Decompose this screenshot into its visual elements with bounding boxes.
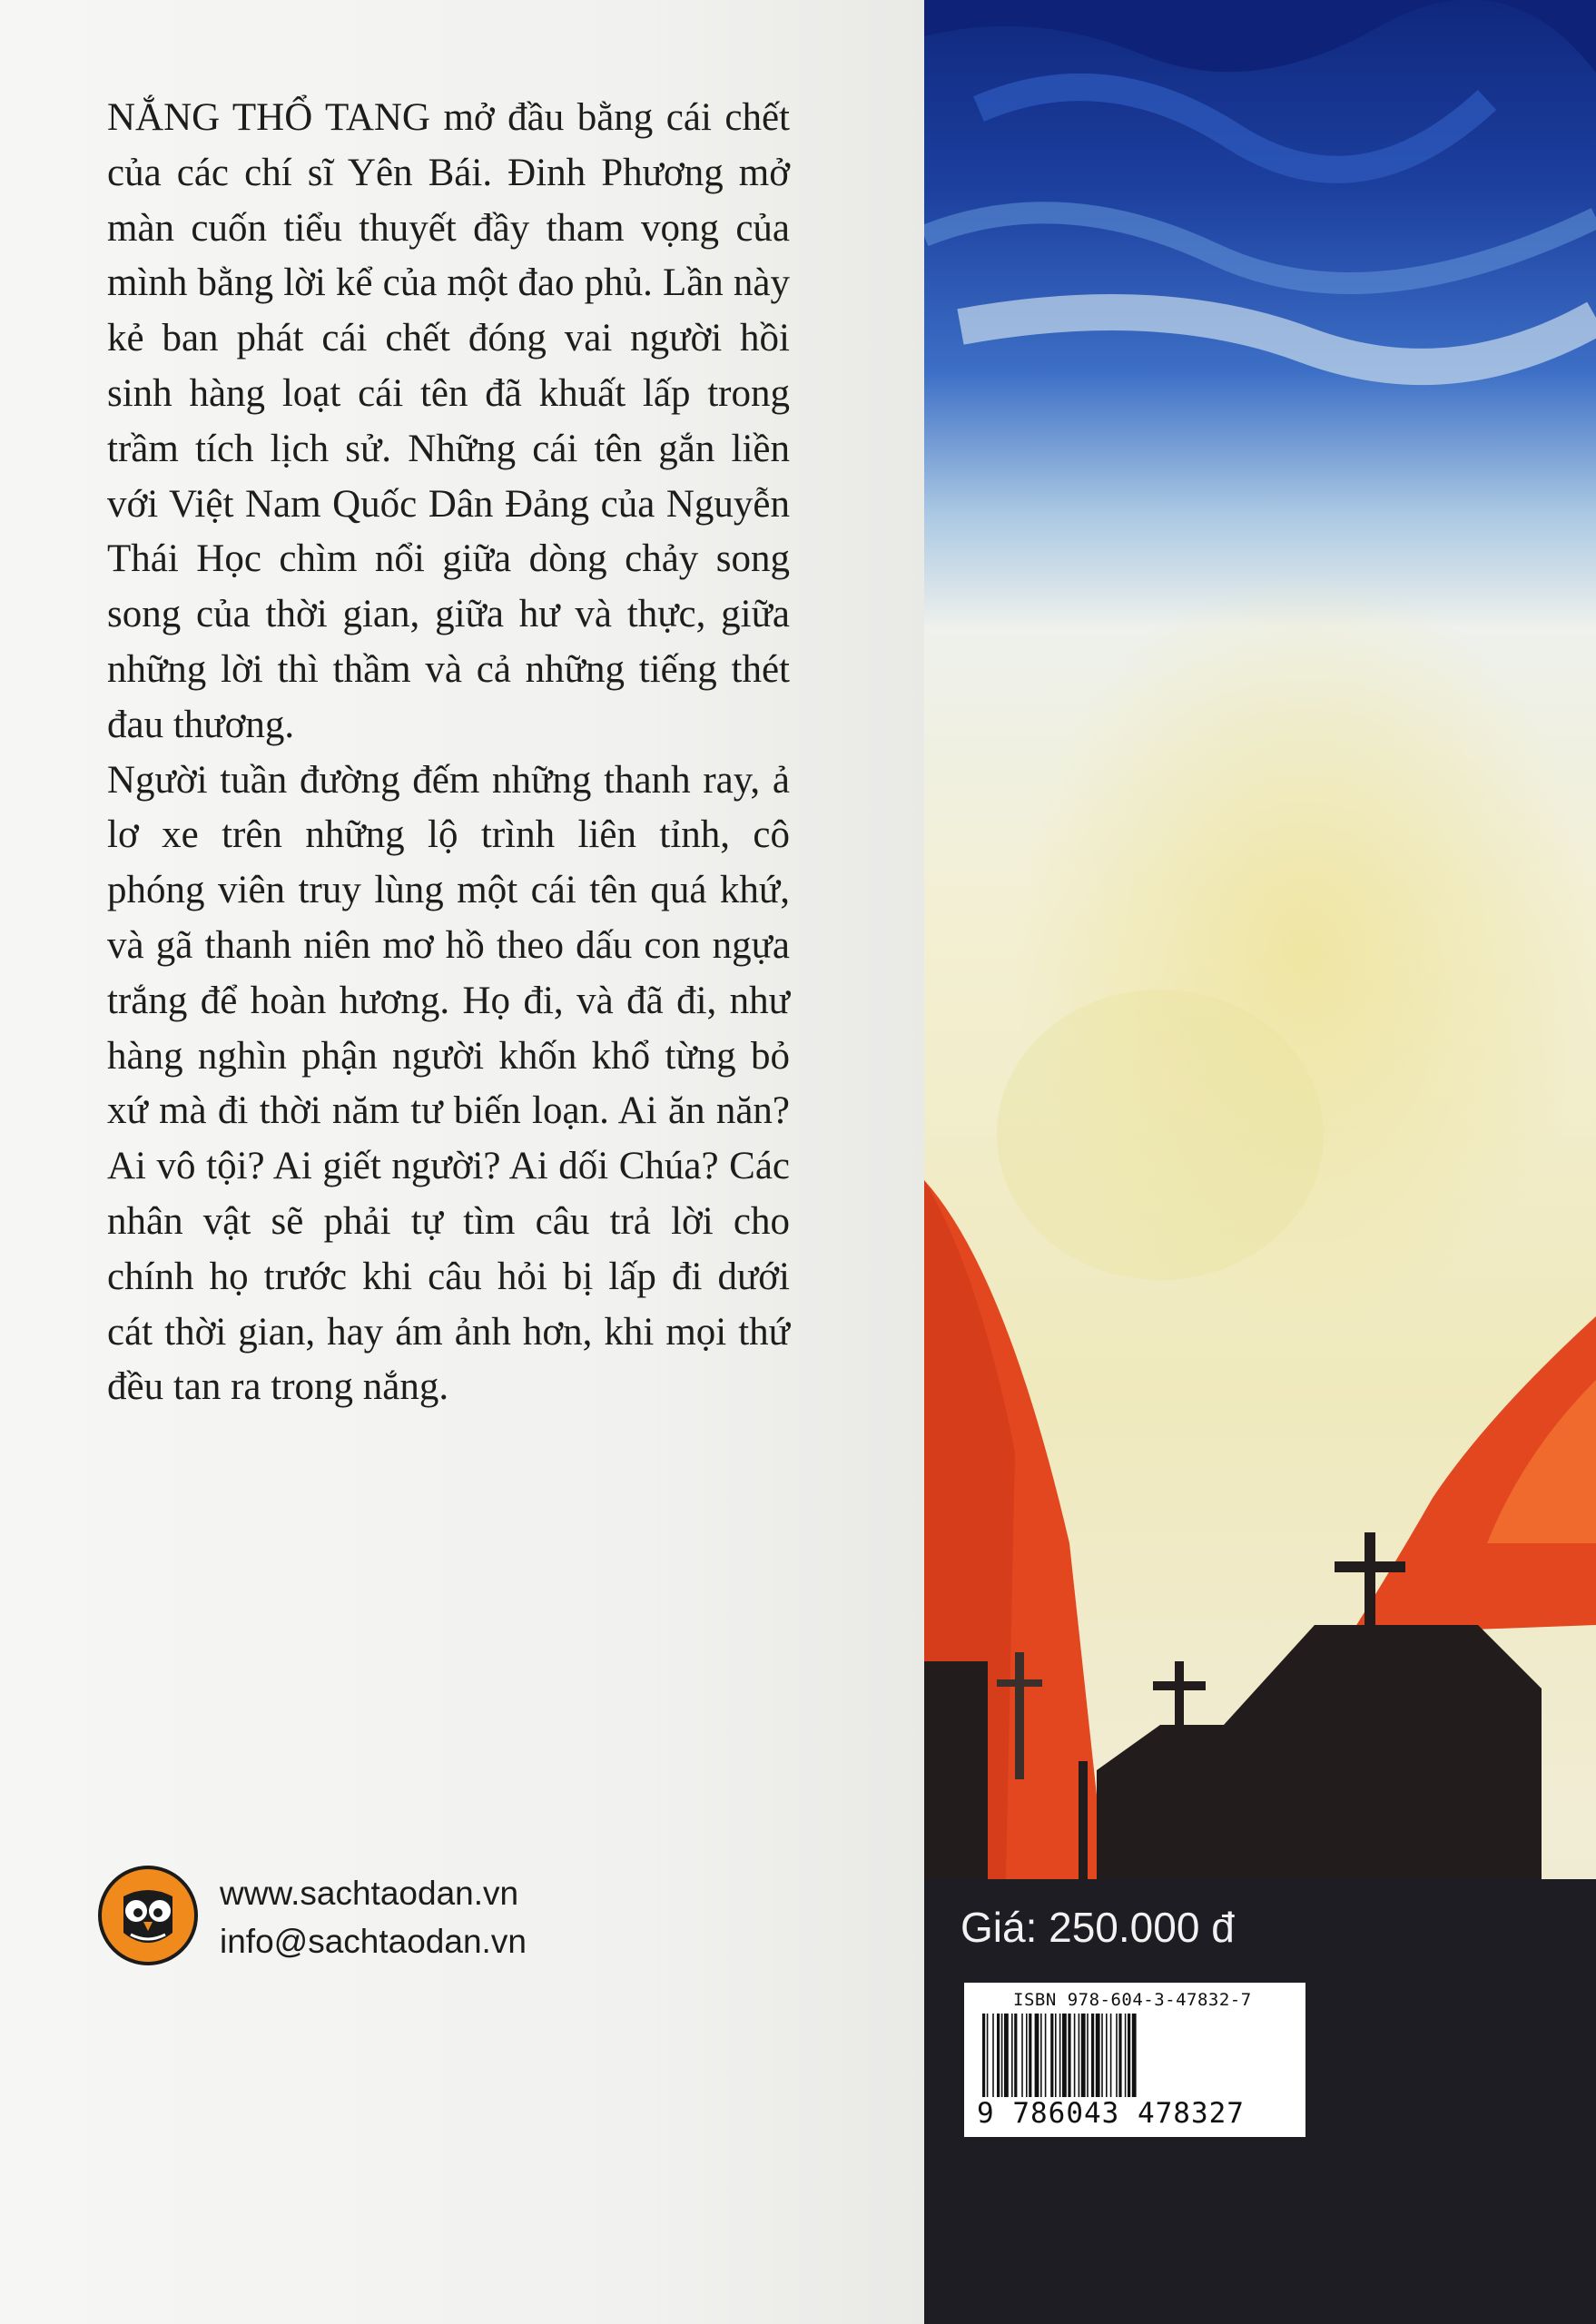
publisher-email: info@sachtaodan.vn: [220, 1923, 527, 1960]
blurb-paragraph-1: NẮNG THỔ TANG mở đầu bằng cái chết của các chí sĩ Yên Bái. Đinh Phương mở màn cuốn tiểu thuyết đầy tham vọng của mình bằng lời kể của một đao phủ. Lần này kẻ ban phát cái chết đóng vai người hồi sinh hàng loạt cái tên đã khuất lấp trong trầm tích lịch sử. Những cái tên gắn liền với Việt Nam Quốc Dân Đảng của Nguyễn Thái Học chìm nổi giữa dòng chảy song song của thời gian, giữa hư và thực, giữa những lời thì thầm và cả những tiếng thét đau thương.: [107, 96, 790, 746]
publisher-website: www.sachtaodan.vn: [220, 1875, 519, 1912]
publisher-contact: [98, 1866, 643, 1974]
isbn-label: ISBN 978-604-3-47832-7: [1013, 1990, 1252, 2010]
price-label: Giá: 250.000 đ: [961, 1904, 1235, 1951]
blurb-paragraph-2: Người tuần đường đếm những thanh ray, ả lơ xe trên những lộ trình liên tỉnh, cô phóng viên truy lùng một cái tên quá khứ, và gã thanh niên mơ hồ theo dấu con ngựa trắng để hoàn hương. Họ đi, và đã đi, như hàng nghìn phận người khốn khổ từng bỏ xứ mà đi thời năm tư biến loạn. Ai ăn năn? Ai vô tội? Ai giết người? Ai dối Chúa? Các nhân vật sẽ phải tự tìm câu trả lời cho chính họ trước khi câu hỏi bị lấp đi dưới cát thời gian, hay ám ảnh hơn, khi mọi thứ đều tan ra trong nắng.: [107, 758, 790, 1409]
owl-logo-icon: [98, 1866, 198, 1965]
barcode-bars-icon: [982, 2014, 1291, 2097]
ean-digits: 9 786043 478327: [977, 2097, 1245, 2130]
isbn-barcode: [964, 1983, 1305, 2137]
book-blurb: [107, 91, 790, 1415]
